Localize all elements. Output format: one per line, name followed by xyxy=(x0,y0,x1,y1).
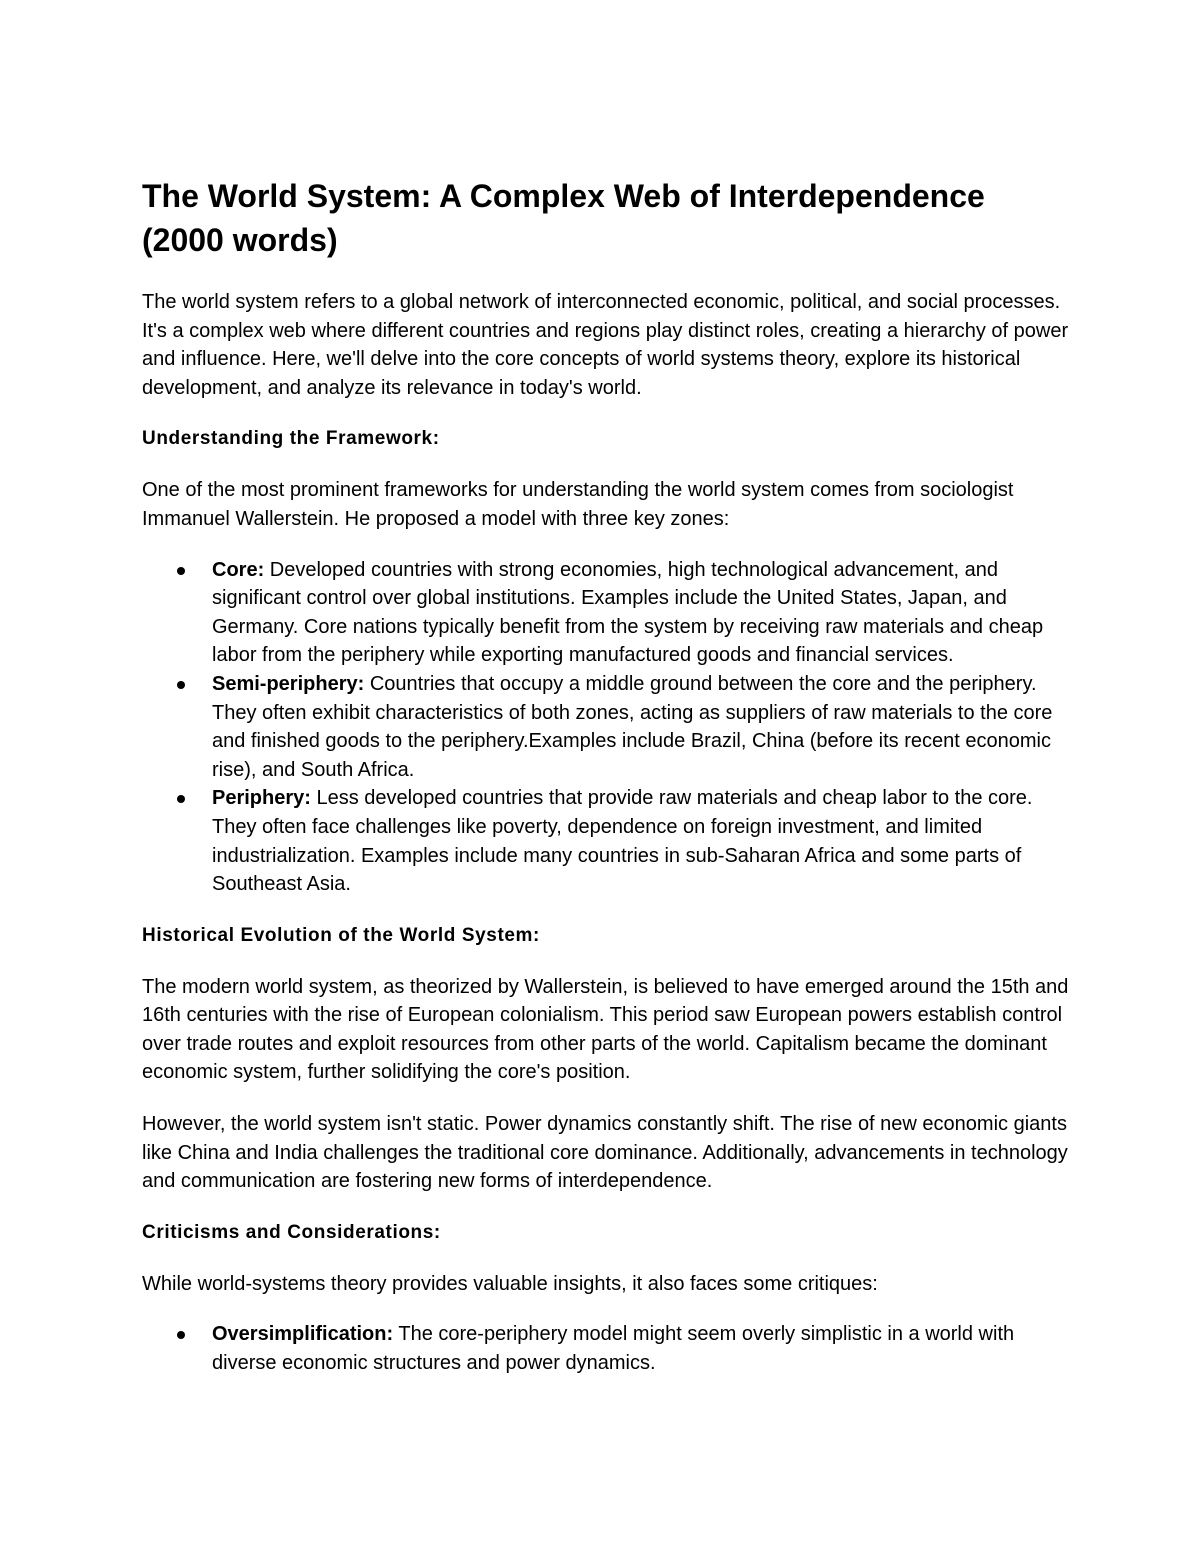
list-item-text: Countries that occupy a middle ground between the core and the periphery. They often exhibit characteristics of both zones, acting as suppliers of raw materials to the core and finished goods to the periphery.Examples include Brazil, China (before its recent economic rise), and South Africa. xyxy=(212,672,1053,781)
section-heading-history: Historical Evolution of the World System: xyxy=(142,924,540,946)
list-item-semi-periphery xyxy=(212,670,1072,784)
criticisms-list xyxy=(142,1320,1072,1377)
document-title: The World System: A Complex Web of Interdependence (2000 words) xyxy=(142,178,985,258)
list-item-term: Core: xyxy=(212,558,265,581)
bullet-icon xyxy=(177,567,185,575)
history-paragraph-1: The modern world system, as theorized by Wallerstein, is believed to have emerged around the 15th and 16th centuries with the rise of European colonialism. This period saw European powers establish control over trade routes and exploit resources from other parts of the world. Capitalism became the dominant economic system, further solidifying the core's position. xyxy=(142,975,1069,1084)
list-item-text: Less developed countries that provide raw materials and cheap labor to the core. They often face challenges like poverty, dependence on foreign investment, and limited industrialization. Examples include many countries in sub-Saharan Africa and some parts of Southeast Asia. xyxy=(212,787,1033,896)
section-heading-criticisms: Criticisms and Considerations: xyxy=(142,1221,441,1243)
document-page xyxy=(142,174,1072,1401)
bullet-icon xyxy=(177,681,185,689)
intro-paragraph: The world system refers to a global network of interconnected economic, political, and social processes. It's a complex web where different countries and regions play distinct roles, creating a hierarchy of power and influence. Here, we'll delve into the core concepts of world systems theory, explore its historical development, and analyze its relevance in today's world. xyxy=(142,291,1069,399)
list-item-core xyxy=(212,556,1072,670)
list-item-periphery xyxy=(212,784,1072,898)
list-item-term: Periphery: xyxy=(212,787,311,810)
list-item-text: The core-periphery model might seem overly simplistic in a world with diverse economic structures and power dynamics. xyxy=(212,1323,1015,1375)
framework-paragraph: One of the most prominent frameworks for understanding the world system comes from sociologist Immanuel Wallerstein. He proposed a model with three key zones: xyxy=(142,479,1014,530)
bullet-icon xyxy=(177,795,185,803)
section-heading-framework: Understanding the Framework: xyxy=(142,428,440,450)
history-paragraph-2: However, the world system isn't static. Power dynamics constantly shift. The rise of new economic giants like China and India challenges the traditional core dominance. Additionally, advancements in technology and communication are fostering new forms of interdependence. xyxy=(142,1113,1068,1193)
criticisms-paragraph: While world-systems theory provides valuable insights, it also faces some critiques: xyxy=(142,1272,878,1295)
list-item-oversimplification xyxy=(212,1320,1072,1377)
list-item-term: Semi-periphery: xyxy=(212,672,365,695)
list-item-term: Oversimplification: xyxy=(212,1323,394,1346)
bullet-icon xyxy=(177,1331,185,1339)
list-item-text: Developed countries with strong economies, high technological advancement, and significant control over global institutions. Examples include the United States, Japan, and Germany. Core nations typically benefit from the system by receiving raw materials and cheap labor from the periphery while exporting manufactured goods and financial services. xyxy=(212,558,1044,667)
zones-list xyxy=(142,556,1072,899)
